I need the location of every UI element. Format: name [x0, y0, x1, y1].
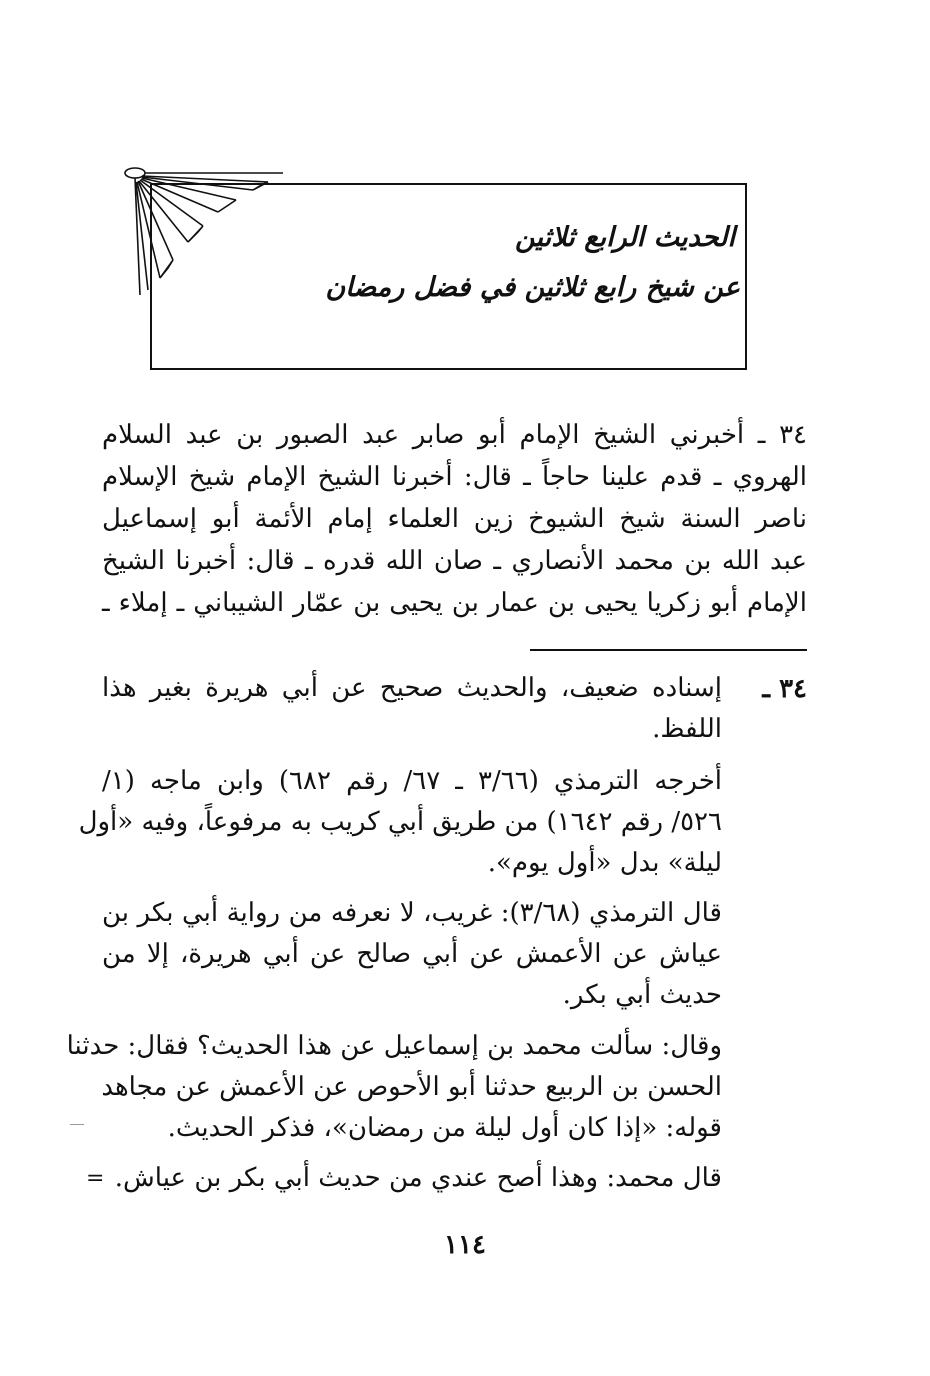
footnote-line: عياش عن الأعمش عن أبي صالح عن أبي هريرة، إلا من: [102, 939, 722, 969]
footnote-line: حديث أبي بكر.: [562, 980, 722, 1010]
footnote-line: قال الترمذي (٣/٦٨): غريب، لا نعرفه من رواية أبي بكر بن: [102, 898, 722, 928]
footnote-line: ليلة» بدل «أول يوم».: [487, 848, 722, 878]
footnote-line: الحسن بن الربيع حدثنا أبو الأحوص عن الأعمش عن مجاهد: [101, 1072, 722, 1102]
footnote-line: قال محمد: وهذا أصح عندي من حديث أبي بكر بن عياش.: [114, 1163, 722, 1193]
main-text-line: ناصر السنة شيخ الشيوخ زين العلماء إمام الأئمة أبو إسماعيل: [102, 504, 807, 534]
footnote-line: إسناده ضعيف، والحديث صحيح عن أبي هريرة بغير هذا: [102, 673, 722, 703]
footnote-paragraph: [102, 668, 722, 750]
main-text-line: ٣٤ ـ أخبرني الشيخ الإمام أبو صابر عبد الصبور بن عبد السلام: [102, 420, 807, 450]
footnote-paragraph: [102, 893, 722, 1016]
hadith-subtitle: عن شيخ رابع ثلاثين في فضل رمضان: [325, 272, 740, 303]
footnote-line: وقال: سألت محمد بن إسماعيل عن هذا الحديث؟ فقال: حدثنا: [66, 1031, 722, 1061]
main-text-line: عبد الله بن محمد الأنصاري ـ صان الله قدره ـ قال: أخبرنا الشيخ: [102, 546, 807, 576]
footnote-line: ٥٢٦/ رقم ١٦٤٢) من طريق أبي كريب به مرفوعاً، وفيه «أول: [78, 807, 722, 837]
footnote-paragraph: [102, 1158, 722, 1199]
footnote-line: اللفظ.: [652, 714, 722, 744]
footnote-line: قوله: «إذا كان أول ليلة من رمضان»، فذكر الحديث.: [167, 1113, 722, 1143]
margin-mark: [70, 1124, 84, 1125]
footnote-separator: [530, 649, 807, 651]
continuation-mark: =: [86, 1166, 105, 1191]
page-number: ١١٤: [444, 1230, 486, 1260]
footnote-number: ٣٤ ـ: [762, 674, 807, 704]
footnote-paragraph: [66, 1026, 722, 1149]
main-text-line: الإمام أبو زكريا يحيى بن عمار بن يحيى بن عمّار الشيباني ـ إملاء ـ: [102, 588, 807, 618]
hadith-title: الحديث الرابع ثلاثين: [514, 222, 735, 253]
main-text-line: الهروي ـ قدم علينا حاجاً ـ قال: أخبرنا الشيخ الإمام شيخ الإسلام: [102, 462, 807, 492]
main-text: [102, 414, 807, 624]
footnote-paragraph: [78, 761, 722, 884]
footnote-line: أخرجه الترمذي (٣/٦٦ ـ ٦٧/ رقم ٦٨٢) وابن ماجه (١/: [102, 766, 722, 796]
